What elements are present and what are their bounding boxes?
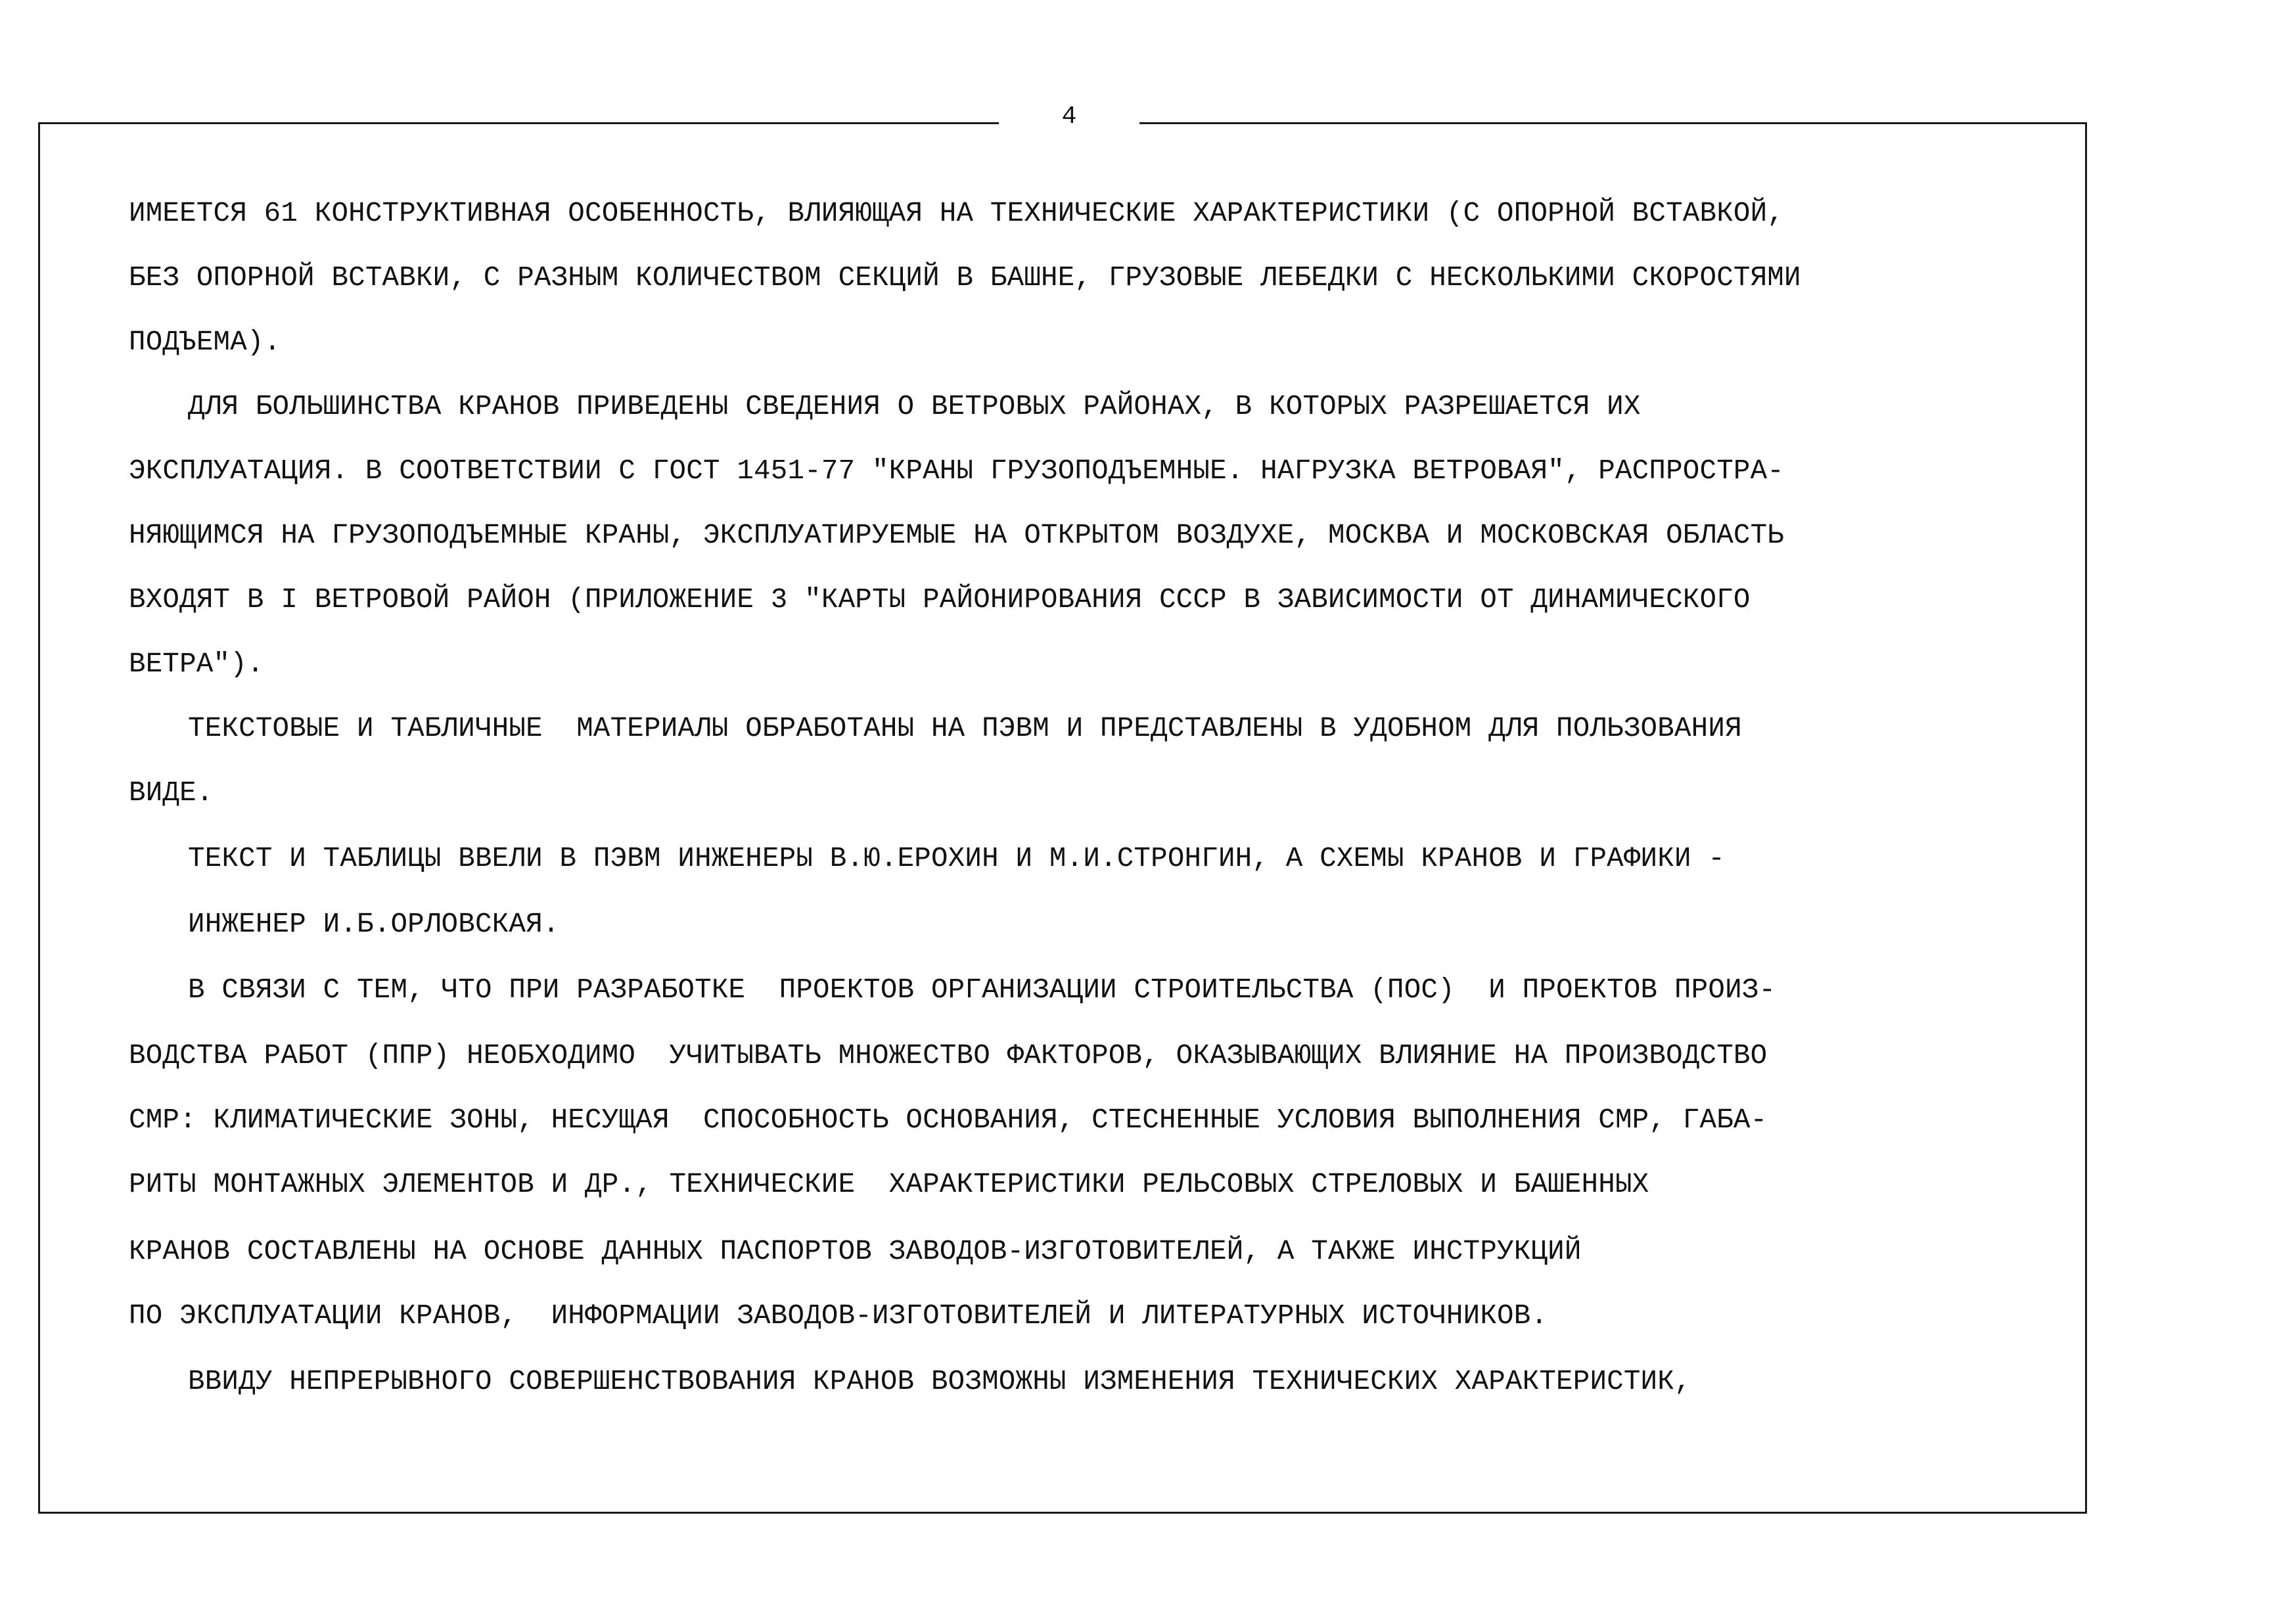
text-line: КРАНОВ СОСТАВЛЕНЫ НА ОСНОВЕ ДАННЫХ ПАСПОРТОВ ЗАВОДОВ-ИЗГОТОВИТЕЛЕЙ, А ТАКЖЕ ИНСТРУКЦИЙ: [129, 1236, 1582, 1267]
text-line: СМР: КЛИМАТИЧЕСКИЕ ЗОНЫ, НЕСУЩАЯ СПОСОБНОСТЬ ОСНОВАНИЯ, СТЕСНЕННЫЕ УСЛОВИЯ ВЫПОЛНЕНИЯ СМР, ГАБА-: [129, 1104, 1768, 1136]
text-line: ЭКСПЛУАТАЦИЯ. В СООТВЕТСТВИИ С ГОСТ 1451-77 "КРАНЫ ГРУЗОПОДЪЕМНЫЕ. НАГРУЗКА ВЕТРОВАЯ", РАСПРОСТРА-: [129, 455, 1785, 487]
text-line: ПОДЪЕМА).: [129, 327, 281, 358]
text-line: ВХОДЯТ В I ВЕТРОВОЙ РАЙОН (ПРИЛОЖЕНИЕ 3 "КАРТЫ РАЙОНИРОВАНИЯ СССР В ЗАВИСИМОСТИ ОТ ДИНАМИЧЕСКОГО: [129, 584, 1751, 616]
text-line: ИНЖЕНЕР И.Б.ОРЛОВСКАЯ.: [188, 909, 560, 940]
text-line: ВЕТРА").: [129, 648, 264, 680]
paragraph-start-line: ТЕКСТ И ТАБЛИЦЫ ВВЕЛИ В ПЭВМ ИНЖЕНЕРЫ В.Ю.ЕРОХИН И М.И.СТРОНГИН, А СХЕМЫ КРАНОВ И ГРАФИКИ -: [188, 843, 1726, 874]
text-line: ВИДЕ.: [129, 777, 214, 809]
paragraph-start-line: ТЕКСТОВЫЕ И ТАБЛИЧНЫЕ МАТЕРИАЛЫ ОБРАБОТАНЫ НА ПЭВМ И ПРЕДСТАВЛЕНЫ В УДОБНОМ ДЛЯ ПОЛЬЗОВАНИЯ: [188, 713, 1742, 744]
paragraph-start-line: ВВИДУ НЕПРЕРЫВНОГО СОВЕРШЕНСТВОВАНИЯ КРАНОВ ВОЗМОЖНЫ ИЗМЕНЕНИЯ ТЕХНИЧЕСКИХ ХАРАКТЕРИСТИК,: [188, 1366, 1691, 1397]
text-line: РИТЫ МОНТАЖНЫХ ЭЛЕМЕНТОВ И ДР., ТЕХНИЧЕСКИЕ ХАРАКТЕРИСТИКИ РЕЛЬСОВЫХ СТРЕЛОВЫХ И БАШЕННЫХ: [129, 1169, 1649, 1200]
text-line: БЕЗ ОПОРНОЙ ВСТАВКИ, С РАЗНЫМ КОЛИЧЕСТВОМ СЕКЦИЙ В БАШНЕ, ГРУЗОВЫЕ ЛЕБЕДКИ С НЕСКОЛЬКИМИ СКОРОСТЯМИ: [129, 262, 1801, 294]
paragraph-start-line: ДЛЯ БОЛЬШИНСТВА КРАНОВ ПРИВЕДЕНЫ СВЕДЕНИЯ О ВЕТРОВЫХ РАЙОНАХ, В КОТОРЫХ РАЗРЕШАЕТСЯ ИХ: [188, 391, 1641, 422]
paragraph-start-line: В СВЯЗИ С ТЕМ, ЧТО ПРИ РАЗРАБОТКЕ ПРОЕКТОВ ОРГАНИЗАЦИИ СТРОИТЕЛЬСТВА (ПОС) И ПРОЕКТОВ ПРОИЗ-: [188, 974, 1776, 1006]
text-line: ВОДСТВА РАБОТ (ППР) НЕОБХОДИМО УЧИТЫВАТЬ МНОЖЕСТВО ФАКТОРОВ, ОКАЗЫВАЮЩИХ ВЛИЯНИЕ НА ПРОИЗВОДСТВО: [129, 1040, 1768, 1072]
text-line: ПО ЭКСПЛУАТАЦИИ КРАНОВ, ИНФОРМАЦИИ ЗАВОДОВ-ИЗГОТОВИТЕЛЕЙ И ЛИТЕРАТУРНЫХ ИСТОЧНИКОВ.: [129, 1300, 1548, 1332]
text-line: НЯЮЩИМСЯ НА ГРУЗОПОДЪЕМНЫЕ КРАНЫ, ЭКСПЛУАТИРУЕМЫЕ НА ОТКРЫТОМ ВОЗДУХЕ, МОСКВА И МОСКОВСКАЯ ОБЛАСТЬ: [129, 520, 1785, 551]
text-line: ИМЕЕТСЯ 61 КОНСТРУКТИВНАЯ ОСОБЕННОСТЬ, ВЛИЯЮЩАЯ НА ТЕХНИЧЕСКИЕ ХАРАКТЕРИСТИКИ (С ОПОРНОЙ ВСТАВКОЙ,: [129, 198, 1785, 229]
page-number: 4: [1061, 102, 1077, 131]
